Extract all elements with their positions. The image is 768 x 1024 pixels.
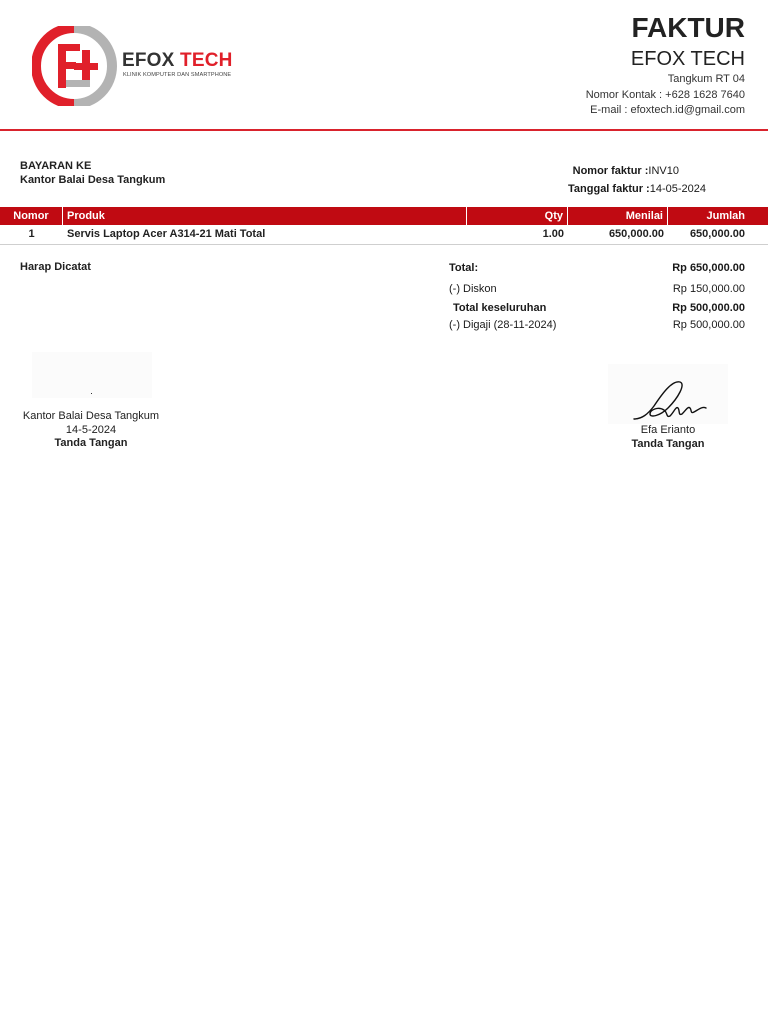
subtotal-label: Total: [449,262,479,274]
logo-tagline: KLINIK KOMPUTER DAN SMARTPHONE [123,72,232,78]
left-signer-name: Kantor Balai Desa Tangkum [22,410,160,422]
company-name: EFOX TECH [630,48,745,70]
logo-brand-part1: EFOX [122,50,181,71]
invoice-date-label: Tanggal faktur : [568,183,650,195]
table-header [0,207,768,225]
company-contact: Nomor Kontak : +628 1628 7640 [585,88,745,101]
row-number: 1 [28,228,35,240]
paid-row [449,319,745,336]
logo-brand-text [122,50,233,72]
row-amount: 650,000.00 [689,228,745,240]
bill-to-label: BAYARAN KE [20,160,92,172]
header-company-info [586,12,745,119]
bill-to-name: Kantor Balai Desa Tangkum [20,174,166,186]
invoice-number-label: Nomor faktur : [572,165,649,177]
subtotal-row [449,262,745,283]
invoice-number-line [568,162,706,180]
left-signature-block [20,410,162,451]
paid-value: Rp 500,000.00 [672,319,745,331]
grand-total-value: Rp 500,000.00 [672,302,745,314]
left-signature-date: 14-5-2024 [65,423,117,436]
col-header-produk: Produk [63,207,467,225]
invoice-date: 14-05-2024 [649,183,706,195]
right-signer-name: Efa Erianto [640,424,696,436]
invoice-number: INV10 [648,165,679,177]
col-header-jumlah: Jumlah [706,210,745,222]
company-email: E-mail : efoxtech.id@gmail.com [590,104,745,116]
row-product: Servis Laptop Acer A314-21 Mati Total [67,228,266,240]
totals-block [449,262,745,336]
col-header-nomor: Nomor [0,207,63,225]
right-signature-caption: Tanda Tangan [631,437,705,450]
grand-total-row [449,302,745,319]
col-header-qty: Qty [467,207,568,225]
left-signature-caption: Tanda Tangan [54,437,128,449]
invoice-meta [568,162,706,198]
subtotal-value: Rp 650,000.00 [672,262,745,274]
notes-label: Harap Dicatat [20,261,91,273]
grand-total-label: Total keseluruhan [453,302,547,314]
company-address: Tangkum RT 04 [667,73,745,85]
discount-value: Rp 150,000.00 [672,283,745,295]
invoice-date-line [568,180,706,198]
col-header-menilai: Menilai [568,207,668,225]
header-divider [0,129,768,131]
table-row [0,225,768,245]
logo-brand-part2: TECH [180,50,233,71]
discount-label: (-) Diskon [449,283,497,295]
handwritten-signature [628,372,712,426]
row-qty: 1.00 [542,228,564,240]
discount-row [449,283,745,302]
items-table [0,207,768,245]
right-signature-block [618,424,718,451]
row-rate: 650,000.00 [608,228,664,240]
document-title: FAKTUR [631,12,745,43]
left-signature-mark [91,393,92,394]
left-signature-area [32,352,152,398]
paid-label: (-) Digaji (28-11-2024) [449,319,557,331]
